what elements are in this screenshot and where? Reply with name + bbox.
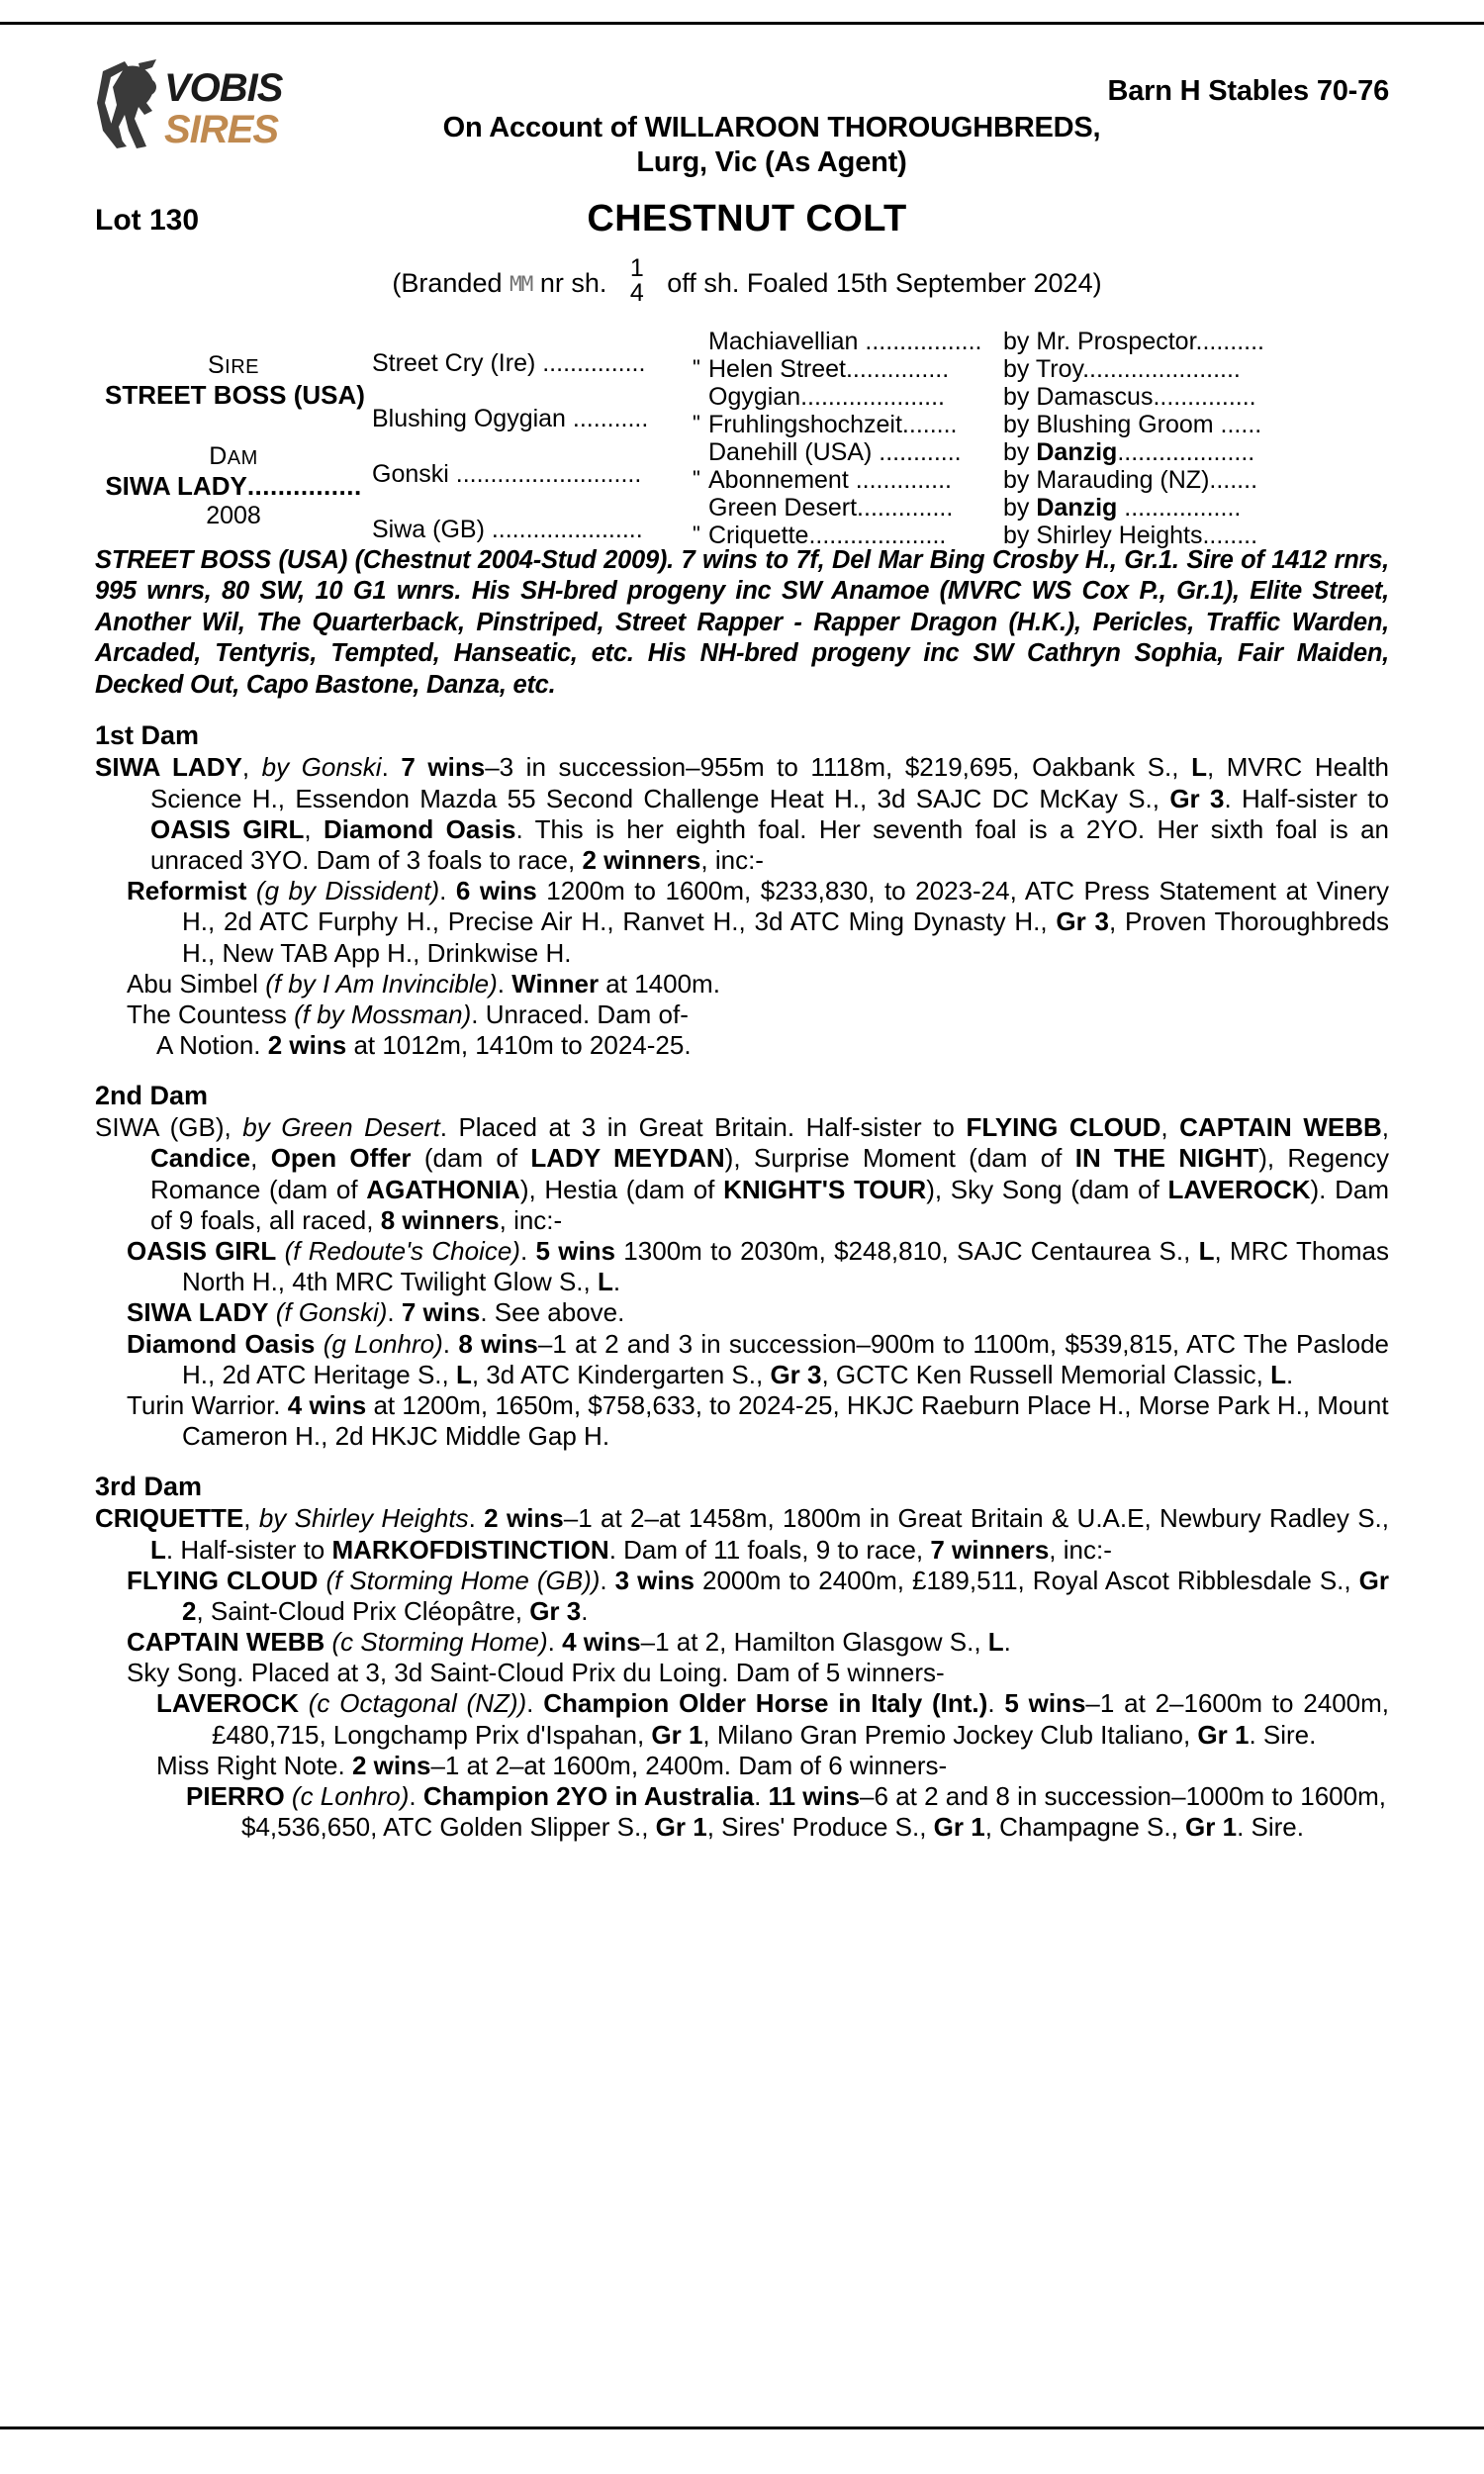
ditto-mark: "	[693, 355, 700, 380]
gen3-row	[693, 466, 1389, 495]
vendor-account-line2: Lurg, Vic (As Agent)	[636, 146, 907, 179]
bottom-rule	[0, 2426, 1484, 2429]
pedigree-entry: SIWA LADY (f Gonski). 7 wins. See above.	[127, 1297, 625, 1328]
ditto-mark: "	[693, 466, 700, 491]
dam-name: SIWA LADY...............	[105, 471, 362, 501]
pedigree-entry: Reformist (g by Dissident). 6 wins 1200m to 1600m, $233,830, to 2023-24, ATC Press Statement at Vinery H., 2d ATC Furphy H., Precise Air H., Ranvet H., 3d ATC Ming Dynasty H., Gr 3, Proven Thoroughbreds H., New TAB App H., Drinkwise H.	[127, 876, 1390, 968]
pedigree-entry: CAPTAIN WEBB (c Storming Home). 4 wins–1 at 2, Hamilton Glasgow S., L.	[127, 1627, 1011, 1658]
pedigree-table	[95, 328, 1389, 549]
brand-mark-glyph: MM	[510, 272, 533, 296]
dam-label: DAM	[209, 442, 258, 470]
pedigree-entry: Sky Song. Placed at 3, 3d Saint-Cloud Prix du Loing. Dam of 5 winners-	[127, 1658, 945, 1688]
gen3-row	[693, 411, 1389, 439]
gen2-sire-dam: Blushing Ogygian ...........	[372, 405, 649, 432]
gen3-name: Helen Street...............	[708, 355, 950, 383]
gen3-row	[693, 522, 1389, 550]
gen3-row	[708, 438, 1389, 467]
sire-label: SIRE	[207, 351, 260, 379]
gen3-row	[693, 355, 1389, 384]
gen3-by: by Shirley Heights........	[1003, 522, 1258, 549]
svg-text:SIRES: SIRES	[164, 108, 279, 151]
branded-prefix: (Branded	[392, 268, 503, 298]
vendor-account-line1: On Account of WILLAROON THOROUGHBREDS,	[442, 112, 1101, 143]
gen3-by: by Danzig .................	[1003, 494, 1242, 522]
gen3-by: by Troy.......................	[1003, 355, 1241, 383]
gen2-dam-sire: Gonski ...........................	[372, 460, 642, 488]
branded-mid: nr sh.	[539, 268, 607, 298]
gen3-row	[708, 328, 1389, 356]
page-header	[95, 0, 1389, 198]
pedigree-entry: Turin Warrior. 4 wins at 1200m, 1650m, $758,633, to 2024-25, HKJC Raeburn Place H., Morse Park H., Mount Cameron H., 2d HKJC Middle Gap H.	[127, 1389, 1389, 1452]
pedigree-entry: PIERRO (c Lonhro). Champion 2YO in Australia. 11 wins–6 at 2 and 8 in succession–1000m to 1600m, $4,536,650, ATC Golden Slipper S., Gr 1, Sires' Produce S., Gr 1, Champagne S., Gr 1. Sire.	[186, 1781, 1386, 1843]
pedigree-entry: CRIQUETTE, by Shirley Heights. 2 wins–1 at 2–at 1458m, 1800m in Great Britain & U.A.E, Newbury Radley S., L. Half-sister to MARKOFDISTINCTION. Dam of 11 foals, 9 to race, 7 winners, inc:-	[95, 1503, 1390, 1565]
gen3-name: Green Desert..............	[708, 494, 954, 522]
pedigree-sire-block	[105, 351, 365, 411]
gen3-name: Ogygian.....................	[708, 383, 945, 411]
fraction-denominator: 4	[629, 279, 644, 307]
dam-sections	[95, 720, 1389, 1843]
pedigree-entry: SIWA (GB), by Green Desert. Placed at 3 in Great Britain. Half-sister to FLYING CLOUD, CAPTAIN WEBB, Candice, Open Offer (dam of LADY MEYDAN), Surprise Moment (dam of IN THE NIGHT), Regency Romance (dam of AGATHONIA), Hestia (dam of KNIGHT'S TOUR), Sky Song (dam of LAVEROCK). Dam of 9 foals, all raced, 8 winners, inc:-	[95, 1112, 1390, 1235]
gen3-name: Fruhlingshochzeit........	[708, 411, 958, 438]
gen3-by-bold: Danzig	[1036, 494, 1118, 522]
fraction-numerator: 1	[629, 254, 644, 282]
pedigree-entry: Diamond Oasis (g Lonhro). 8 wins–1 at 2 and 3 in succession–900m to 1100m, $539,815, ATC The Paslode H., 2d ATC Heritage S., L, 3d ATC Kindergarten S., Gr 3, GCTC Ken Russell Memorial Classic, L.	[127, 1328, 1389, 1389]
gen2-dam-dam: Siwa (GB) ......................	[372, 516, 643, 543]
dam-section-heading: 2nd Dam	[95, 1081, 209, 1111]
gen3-name: Abonnement ..............	[708, 466, 952, 494]
gen3-name: Danehill (USA) ............	[708, 438, 962, 466]
pedigree-entry: A Notion. 2 wins at 1012m, 1410m to 2024-25.	[156, 1030, 692, 1061]
branding-line	[95, 256, 1389, 306]
branded-suffix: off sh. Foaled 15th September 2024)	[667, 268, 1102, 298]
vendor-account	[95, 111, 1389, 181]
pedigree-dam-block	[105, 442, 362, 530]
colour-sex-title: CHESTNUT COLT	[587, 198, 907, 239]
pedigree-entry: Abu Simbel (f by I Am Invincible). Winner at 1400m.	[127, 968, 720, 999]
pedigree-entry: Miss Right Note. 2 wins–1 at 2–at 1600m, 2400m. Dam of 6 winners-	[156, 1750, 948, 1780]
gen3-by: by Blushing Groom ......	[1003, 411, 1262, 438]
sire-description: STREET BOSS (USA) (Chestnut 2004-Stud 2009). 7 wins to 7f, Del Mar Bing Crosby H., Gr.1. Sire of 1412 rnrs, 995 wnrs, 80 SW, 10 G1 wnrs. His SH-bred progeny inc SW Anamoe (MVRC WS Cox P., Gr.1), Elite Street, Another Wil, The Quarterback, Pinstriped, Street Rapper - Rapper Dragon (H.K.), Pericles, Traffic Warden, Arcaded, Tentyris, Tempted, Hanseatic, etc. His NH-bred progeny inc SW Cathryn Sophia, Fair Maiden, Decked Out, Capo Bastone, Danza, etc.	[95, 546, 1389, 699]
dam-year: 2008	[206, 502, 261, 529]
barn-stables-label: Barn H Stables 70-76	[1107, 75, 1389, 107]
gen3-row	[708, 494, 1389, 523]
gen3-by: by Damascus...............	[1003, 383, 1256, 411]
gen2-sire-sire: Street Cry (Ire) ...............	[372, 349, 646, 377]
sire-name: STREET BOSS (USA)	[105, 380, 365, 410]
ditto-mark: "	[693, 411, 700, 435]
gen3-name: Machiavellian .................	[708, 328, 982, 355]
gen3-by: by Marauding (NZ).......	[1003, 466, 1258, 494]
pedigree-entry: SIWA LADY, by Gonski. 7 wins–3 in succession–955m to 1118m, $219,695, Oakbank S., L, MVRC Health Science H., Essendon Mazda 55 Second Challenge Heat H., 3d SAJC DC McKay S., Gr 3. Half-sister to OASIS GIRL, Diamond Oasis. This is her eighth foal. Her seventh foal is a 2YO. Her sixth foal is an unraced 3YO. Dam of 3 foals to race, 2 winners, inc:-	[95, 752, 1390, 875]
lot-number: Lot 130	[95, 204, 200, 237]
svg-text:VOBIS: VOBIS	[164, 66, 283, 110]
ditto-mark: "	[693, 522, 700, 546]
gen3-row	[708, 383, 1389, 412]
gen3-by: by Mr. Prospector..........	[1003, 328, 1264, 355]
dam-section-heading: 1st Dam	[95, 720, 200, 751]
pedigree-entry: FLYING CLOUD (f Storming Home (GB)). 3 wins 2000m to 2400m, £189,511, Royal Ascot Ribblesdale S., Gr 2, Saint-Cloud Prix Cléopâtre, Gr 3.	[127, 1565, 1389, 1626]
lot-title-row	[95, 198, 1389, 249]
pedigree-entry: LAVEROCK (c Octagonal (NZ)). Champion Older Horse in Italy (Int.). 5 wins–1 at 2–1600m to 2400m, £480,715, Longchamp Prix d'Ispahan, Gr 1, Milano Gran Premio Jockey Club Italiano, Gr 1. Sire.	[156, 1688, 1390, 1750]
gen3-by-bold: Danzig	[1036, 438, 1118, 466]
gen3-name: Criquette....................	[708, 522, 947, 549]
pedigree-entry: OASIS GIRL (f Redoute's Choice). 5 wins 1300m to 2030m, $248,810, SAJC Centaurea S., L, MRC Thomas North H., 4th MRC Twilight Glow S., L.	[127, 1236, 1389, 1297]
pedigree-entry: The Countess (f by Mossman). Unraced. Dam of-	[127, 999, 689, 1029]
gen3-by: by Danzig....................	[1003, 438, 1255, 466]
brand-fraction	[630, 256, 644, 306]
dam-section-heading: 3rd Dam	[95, 1472, 203, 1502]
